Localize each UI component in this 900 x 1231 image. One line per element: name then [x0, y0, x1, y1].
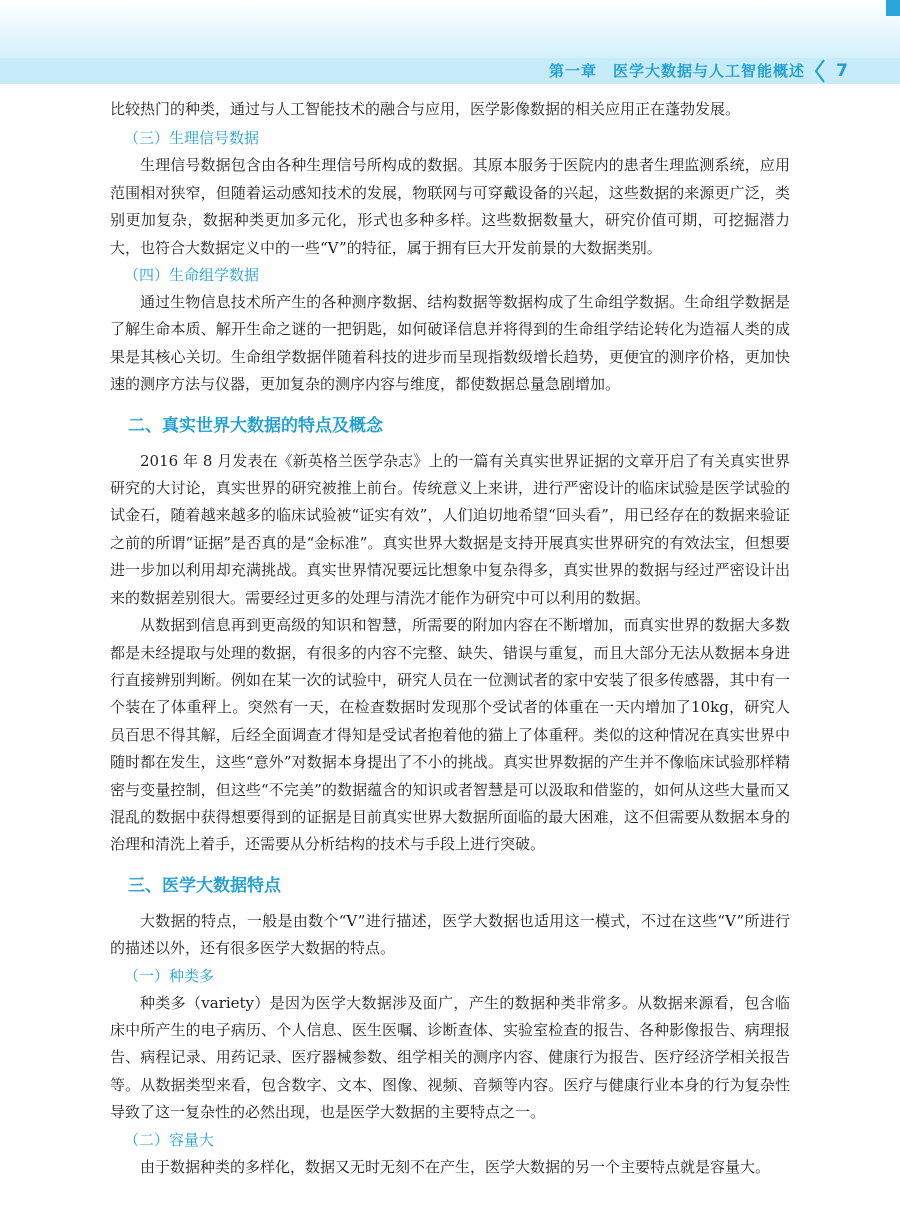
paragraph: 种类多（variety）是因为医学大数据涉及面广，产生的数据种类非常多。从数据来源看，包含临床中所产生的电子病历、个人信息、医生医嘱、诊断查体、实验室检查的报告、各种影像报告、病理报告、病程记录、用药记录、医疗器械参数、组学相关的测序内容、健康行为报告、医疗经济学相关报告等。从数据类型来看，包含数字、文本、图像、视频、音频等内容。医疗与健康行业本身的行为复杂性导致了这一复杂性的必然出现，也是医学大数据的主要特点之一。 [110, 993, 790, 1122]
section-heading: 二、真实世界大数据的特点及概念 [128, 415, 383, 436]
subsection-heading: （一）种类多 [124, 966, 215, 985]
chevron-left-icon [812, 58, 828, 84]
corner-mark [886, 0, 900, 16]
subsection-heading: （三）生理信号数据 [124, 129, 260, 148]
top-gradient-band [0, 0, 900, 58]
subsection-heading: （四）生命组学数据 [124, 266, 260, 285]
subsection-heading: （二）容量大 [124, 1130, 215, 1149]
page-number: 7 [836, 61, 848, 81]
paragraph: 大数据的特点，一般是由数个“V”进行描述，医学大数据也适用这一模式，不过在这些“V”所进行的描述以外，还有很多医学大数据的特点。 [110, 911, 790, 958]
paragraph: 通过生物信息技术所产生的各种测序数据、结构数据等数据构成了生命组学数据。生命组学数据是了解生命本质、解开生命之谜的一把钥匙，如何破译信息并将得到的生命组学结论转化为造福人类的成果是其核心关切。生命组学数据伴随着科技的进步而呈现指数级增长趋势，更便宜的测序价格，更加快速的测序方法与仪器，更加复杂的测序内容与维度，都使数据总量急剧增加。 [110, 293, 790, 394]
paragraph: 由于数据种类的多样化，数据又无时无刻不在产生，医学大数据的另一个主要特点就是容量大。 [140, 1157, 771, 1176]
paragraph: 比较热门的种类，通过与人工智能技术的融合与应用，医学影像数据的相关应用正在蓬勃发展。 [110, 100, 741, 118]
running-header-title: 第一章 医学大数据与人工智能概述 [548, 62, 805, 80]
paragraph: 2016 年 8 月发表在《新英格兰医学杂志》上的一篇有关真实世界证据的文章开启了有关真实世界研究的大讨论，真实世界的研究被推上前台。传统意义上来讲，进行严密设计的临床试验是医学试验的试金石，随着越来越多的临床试验被“证实有效”，人们迫切地希望“回头看”，用已经存在的数据来验证之前的所谓“证据”是否真的是“金标准”。真实世界大数据是支持开展真实世界研究的有效法宝，但想要进一步加以利用却充满挑战。真实世界情况要远比想象中复杂得多，真实世界的数据与经过严密设计出来的数据差别很大。需要经过更多的处理与清洗才能作为研究中可以利用的数据。 [110, 451, 790, 607]
paragraph: 生理信号数据包含由各种生理信号所构成的数据。其原本服务于医院内的患者生理监测系统，应用范围相对狭窄，但随着运动感知技术的发展，物联网与可穿戴设备的兴起，这些数据的来源更广泛，类别更加复杂，数据种类更加多元化，形式也多种多样。这些数据数量大，研究价值可期，可挖掘潜力大，也符合大数据定义中的一些“V”的特征，属于拥有巨大开发前景的大数据类别。 [110, 156, 790, 257]
section-heading: 三、医学大数据特点 [128, 875, 281, 896]
paragraph: 从数据到信息再到更高级的知识和智慧，所需要的附加内容在不断增加，而真实世界的数据大多数都是未经提取与处理的数据，有很多的内容不完整、缺失、错误与重复，而且大部分无法从数据本身进行直接辨别判断。例如在某一次的试验中，研究人员在一位测试者的家中安装了很多传感器，其中有一个装在了体重秤上。突然有一天，在检查数据时发现那个受试者的体重在一天内增加了10kg，研究人员百思不得其解，后经全面调查才得知是受试者抱着他的猫上了体重秤。类似的这种情况在真实世界中随时都在发生，这些“意外”对数据本身提出了不小的挑战。真实世界数据的产生并不像临床试验那样精密与变量控制，但这些“不完美”的数据蕴含的知识或者智慧是可以汲取和借鉴的，如何从这些大量而又混乱的数据中获得想要得到的证据是目前真实世界大数据所面临的最大困难，这不但需要从数据本身的治理和清洗上着手，还需要从分析结构的技术与手段上进行突破。 [110, 616, 790, 854]
page-body [110, 96, 790, 1181]
